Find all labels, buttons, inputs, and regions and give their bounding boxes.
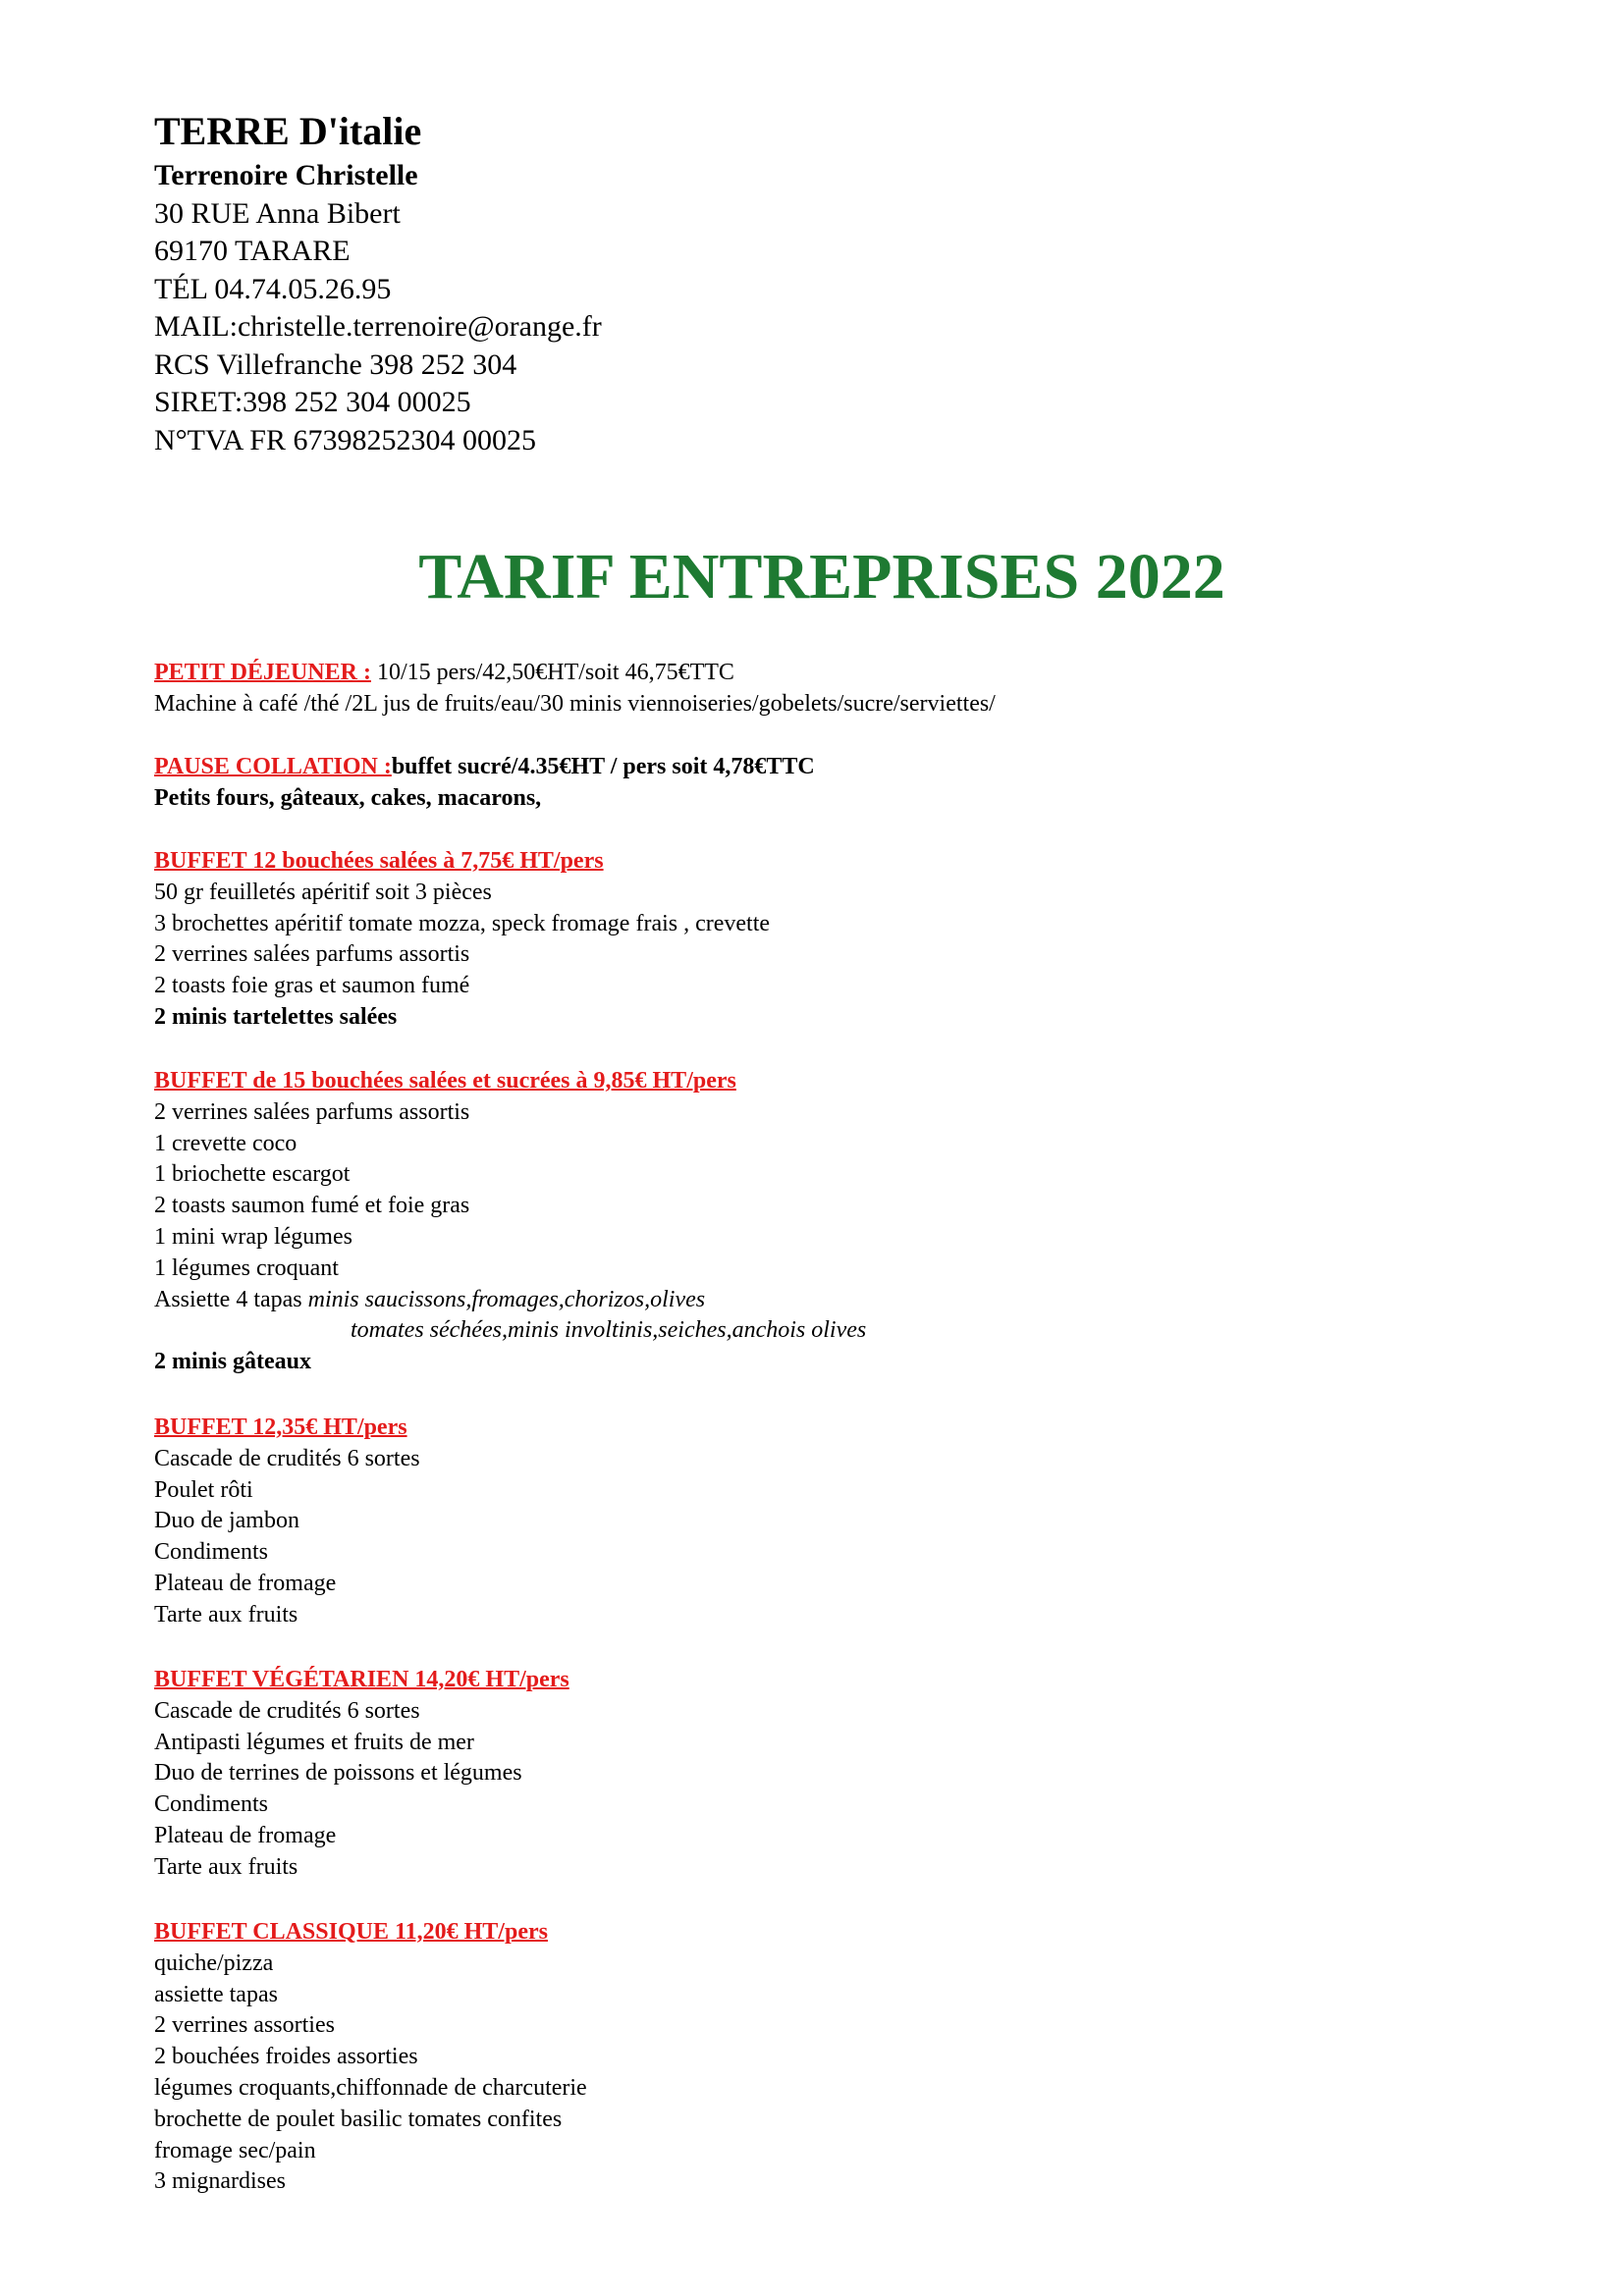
pause-collation-label: PAUSE COLLATION :: [154, 754, 392, 779]
list-item: brochette de poulet basilic tomates confites: [154, 2106, 563, 2132]
list-item: quiche/pizza: [154, 1949, 274, 1976]
list-item: 2 verrines salées parfums assortis: [154, 1098, 470, 1125]
document-page: [154, 106, 1529, 2195]
list-item: Plateau de fromage: [154, 1822, 337, 1848]
list-item: Condiments: [154, 1539, 269, 1566]
petit-dejeuner-heading: [154, 658, 1529, 689]
list-item: Poulet rôti: [154, 1476, 253, 1503]
list-item: 3 brochettes apéritif tomate mozza, speck fromage frais , crevette: [154, 910, 771, 936]
list-item: Cascade de crudités 6 sortes: [154, 1697, 420, 1724]
list-item: 1 mini wrap légumes: [154, 1223, 352, 1250]
list-item: 2 verrines salées parfums assortis: [154, 941, 470, 968]
buffet-classique-heading: BUFFET CLASSIQUE 11,20€ HT/pers: [154, 1919, 548, 1945]
company-name: TERRE D'italie: [154, 109, 422, 153]
tapas-prefix: Assiette 4 tapas: [154, 1286, 308, 1312]
pause-collation-heading: [154, 752, 1529, 783]
page-title: TARIF ENTREPRISES 2022: [418, 541, 1225, 613]
siret-line: SIRET:398 252 304 00025: [154, 386, 471, 418]
section-buffet-classique: [154, 1917, 1529, 2198]
section-buffet-vegetarien: [154, 1665, 1529, 1884]
list-item: 1 briochette escargot: [154, 1161, 351, 1188]
list-item: Tarte aux fruits: [154, 1853, 298, 1880]
tapas-list-2: tomates séchées,minis involtinis,seiches,anchois olives: [351, 1317, 867, 1344]
list-item: Duo de jambon: [154, 1508, 299, 1534]
company-header: [154, 106, 1529, 459]
phone-line: TÉL 04.74.05.26.95: [154, 272, 392, 305]
list-item: 3 mignardises: [154, 2168, 286, 2195]
rcs-line: RCS Villefranche 398 252 304: [154, 347, 517, 381]
list-item: 2 minis gâteaux: [154, 1349, 312, 1375]
list-item: Tarte aux fruits: [154, 1601, 298, 1628]
list-item: Antipasti légumes et fruits de mer: [154, 1729, 474, 1755]
list-item: 50 gr feuilletés apéritif soit 3 pièces: [154, 879, 492, 905]
list-item: 2 toasts saumon fumé et foie gras: [154, 1193, 470, 1219]
list-item: 2 verrines assorties: [154, 2012, 335, 2039]
section-petit-dejeuner: [154, 658, 1529, 721]
owner-name: Terrenoire Christelle: [154, 159, 418, 191]
list-item: assiette tapas: [154, 1981, 278, 2007]
address-line: 30 RUE Anna Bibert: [154, 196, 401, 230]
pause-collation-description: Petits fours, gâteaux, cakes, macarons,: [154, 784, 542, 811]
petit-dejeuner-label: PETIT DÉJEUNER :: [154, 660, 371, 685]
list-item: fromage sec/pain: [154, 2137, 316, 2163]
section-pause-collation: [154, 752, 1529, 815]
list-item: Duo de terrines de poissons et légumes: [154, 1760, 522, 1787]
section-buffet-1235: [154, 1413, 1529, 1631]
pause-collation-price: buffet sucré/4.35€HT / pers soit 4,78€TTC: [391, 754, 815, 779]
list-item: 1 légumes croquant: [154, 1255, 339, 1281]
tva-line: N°TVA FR 67398252304 00025: [154, 423, 536, 456]
list-item: 2 bouchées froides assorties: [154, 2044, 418, 2070]
city-line: 69170 TARARE: [154, 235, 351, 267]
petit-dejeuner-description: Machine à café /thé /2L jus de fruits/eau/30 minis viennoiseries/gobelets/sucre/serviettes/: [154, 690, 996, 717]
list-item: Condiments: [154, 1791, 269, 1818]
tapas-line: [154, 1285, 1529, 1316]
tapas-list-1: minis saucissons,fromages,chorizos,olives: [307, 1286, 706, 1312]
buffet-15-heading: BUFFET de 15 bouchées salées et sucrées à 9,85€ HT/pers: [154, 1068, 736, 1094]
buffet-12-heading: BUFFET 12 bouchées salées à 7,75€ HT/pers: [154, 848, 604, 874]
mail-line: MAIL:christelle.terrenoire@orange.fr: [154, 310, 602, 343]
list-item: 1 crevette coco: [154, 1130, 298, 1156]
list-item: Plateau de fromage: [154, 1570, 337, 1596]
section-buffet-15-bouchees: [154, 1066, 1529, 1378]
list-item: 2 minis tartelettes salées: [154, 1003, 398, 1030]
list-item: légumes croquants,chiffonnade de charcuterie: [154, 2074, 587, 2101]
petit-dejeuner-price: 10/15 pers/42,50€HT/soit 46,75€TTC: [370, 660, 734, 685]
list-item: Cascade de crudités 6 sortes: [154, 1445, 420, 1471]
buffet-1235-heading: BUFFET 12,35€ HT/pers: [154, 1415, 407, 1440]
buffet-vegetarien-heading: BUFFET VÉGÉTARIEN 14,20€ HT/pers: [154, 1667, 569, 1692]
section-buffet-12-bouchees: [154, 846, 1529, 1034]
list-item: 2 toasts foie gras et saumon fumé: [154, 973, 470, 999]
